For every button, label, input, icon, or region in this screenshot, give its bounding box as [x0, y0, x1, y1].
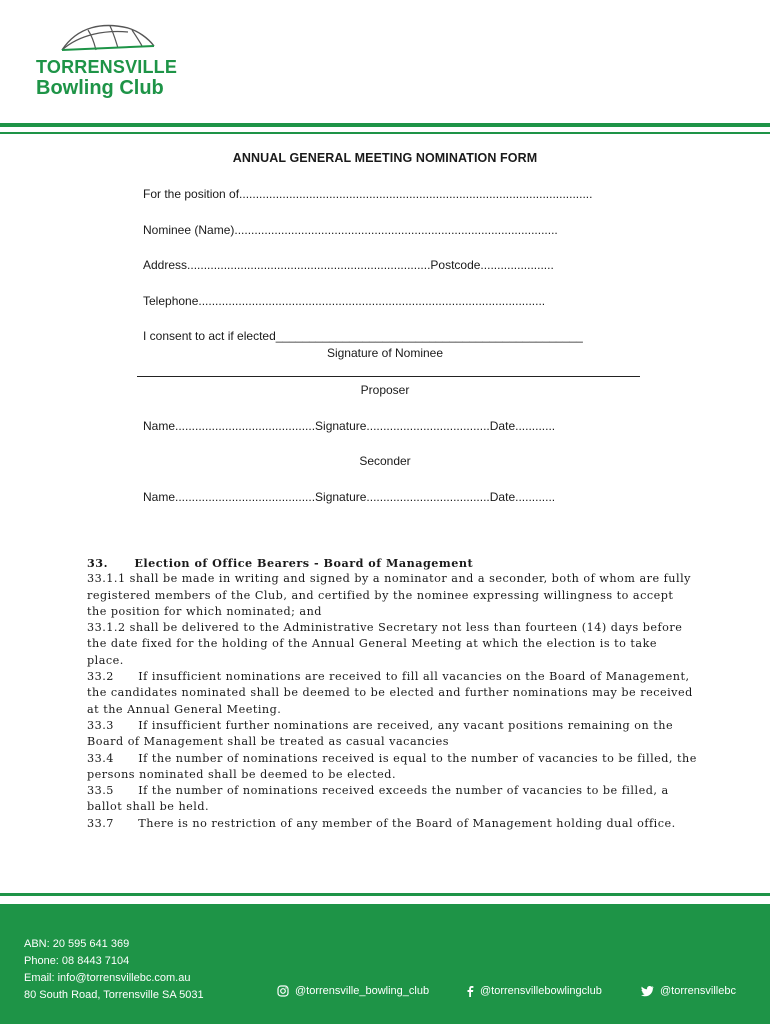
facebook-icon — [466, 985, 474, 997]
footer-phone: Phone: 08 8443 7104 — [24, 955, 130, 967]
instagram-link[interactable] — [277, 985, 429, 997]
rule-33-3: 33.3 If insufficient further nominations are received, any vacant positions remaining on the Board of Management shall be treated as casual vacancies — [87, 718, 678, 749]
rule-33-5: 33.5 If the number of nominations received exceeds the number of vacancies to be filled, a ballot shall be held. — [87, 784, 673, 814]
signature-of-nominee-label: Signature of Nominee — [326, 346, 444, 360]
position-field[interactable]: For the position of.......................................................................................................... — [143, 187, 593, 201]
club-logo — [32, 20, 192, 100]
proposer-label: Proposer — [360, 383, 410, 397]
seconder-label: Seconder — [359, 454, 411, 468]
twitter-icon — [641, 986, 654, 997]
footer-abn: ABN: 20 595 641 369 — [24, 938, 130, 950]
logo-line-1: TORRENSVILLE — [36, 57, 178, 77]
bowling-green-roof-icon — [58, 20, 158, 54]
footer-rule-thin — [0, 893, 770, 896]
consent-signature-field[interactable]: I consent to act if elected______________________________________________ — [143, 329, 583, 343]
twitter-link[interactable] — [641, 985, 736, 997]
footer-contact — [24, 936, 204, 1004]
rules-heading: 33. Election of Office Bearers - Board of Management — [87, 556, 474, 570]
address-postcode-field[interactable]: Address.........................................................................Postcode...................... — [143, 258, 554, 272]
header-rule-thick — [0, 123, 770, 127]
footer-address: 80 South Road, Torrensville SA 5031 — [24, 989, 204, 1001]
facebook-handle: @torrensvillebowlingclub — [480, 985, 602, 997]
telephone-field[interactable]: Telephone........................................................................................................ — [143, 294, 546, 308]
seconder-details-field[interactable]: Name..........................................Signature.....................................Date............ — [143, 490, 556, 504]
form-title: ANNUAL GENERAL MEETING NOMINATION FORM — [232, 151, 538, 165]
instagram-icon — [277, 985, 289, 997]
facebook-link[interactable] — [466, 985, 602, 997]
rule-33-1-2: 33.1.2 shall be delivered to the Administrative Secretary not less than fourteen (14) days before the date fixed for the holding of the Annual General Meeting at which the election is to take place. — [87, 621, 683, 667]
proposer-signature-rule — [137, 376, 640, 377]
header-rule-thin — [0, 132, 770, 134]
nominee-name-field[interactable]: Nominee (Name)................................................................................................. — [143, 223, 558, 237]
rule-33-2: 33.2 If insufficient nominations are received to fill all vacancies on the Board of Management, the candidates nominated shall be deemed to be elected and further nominations may be received at the Annual General Meeting. — [87, 670, 697, 716]
footer-email[interactable]: Email: info@torrensvillebc.com.au — [24, 972, 191, 984]
rule-33-7: 33.7 There is no restriction of any member of the Board of Management holding dual office. — [87, 816, 676, 830]
proposer-details-field[interactable]: Name..........................................Signature.....................................Date............ — [143, 419, 556, 433]
logo-line-2: Bowling Club — [36, 77, 164, 99]
rule-33-1-1: 33.1.1 shall be made in writing and signed by a nominator and a seconder, both of whom are fully registered members of the Club, and certified by the nominee expressing willingness to accept the position for which nominated; and — [87, 572, 691, 618]
twitter-handle: @torrensvillebc — [660, 985, 736, 997]
rule-33-4: 33.4 If the number of nominations received is equal to the number of vacancies to be filled, the persons nominated shall be deemed to be elected. — [87, 751, 701, 781]
instagram-handle: @torrensville_bowling_club — [295, 985, 430, 997]
election-rules-section — [87, 555, 701, 832]
